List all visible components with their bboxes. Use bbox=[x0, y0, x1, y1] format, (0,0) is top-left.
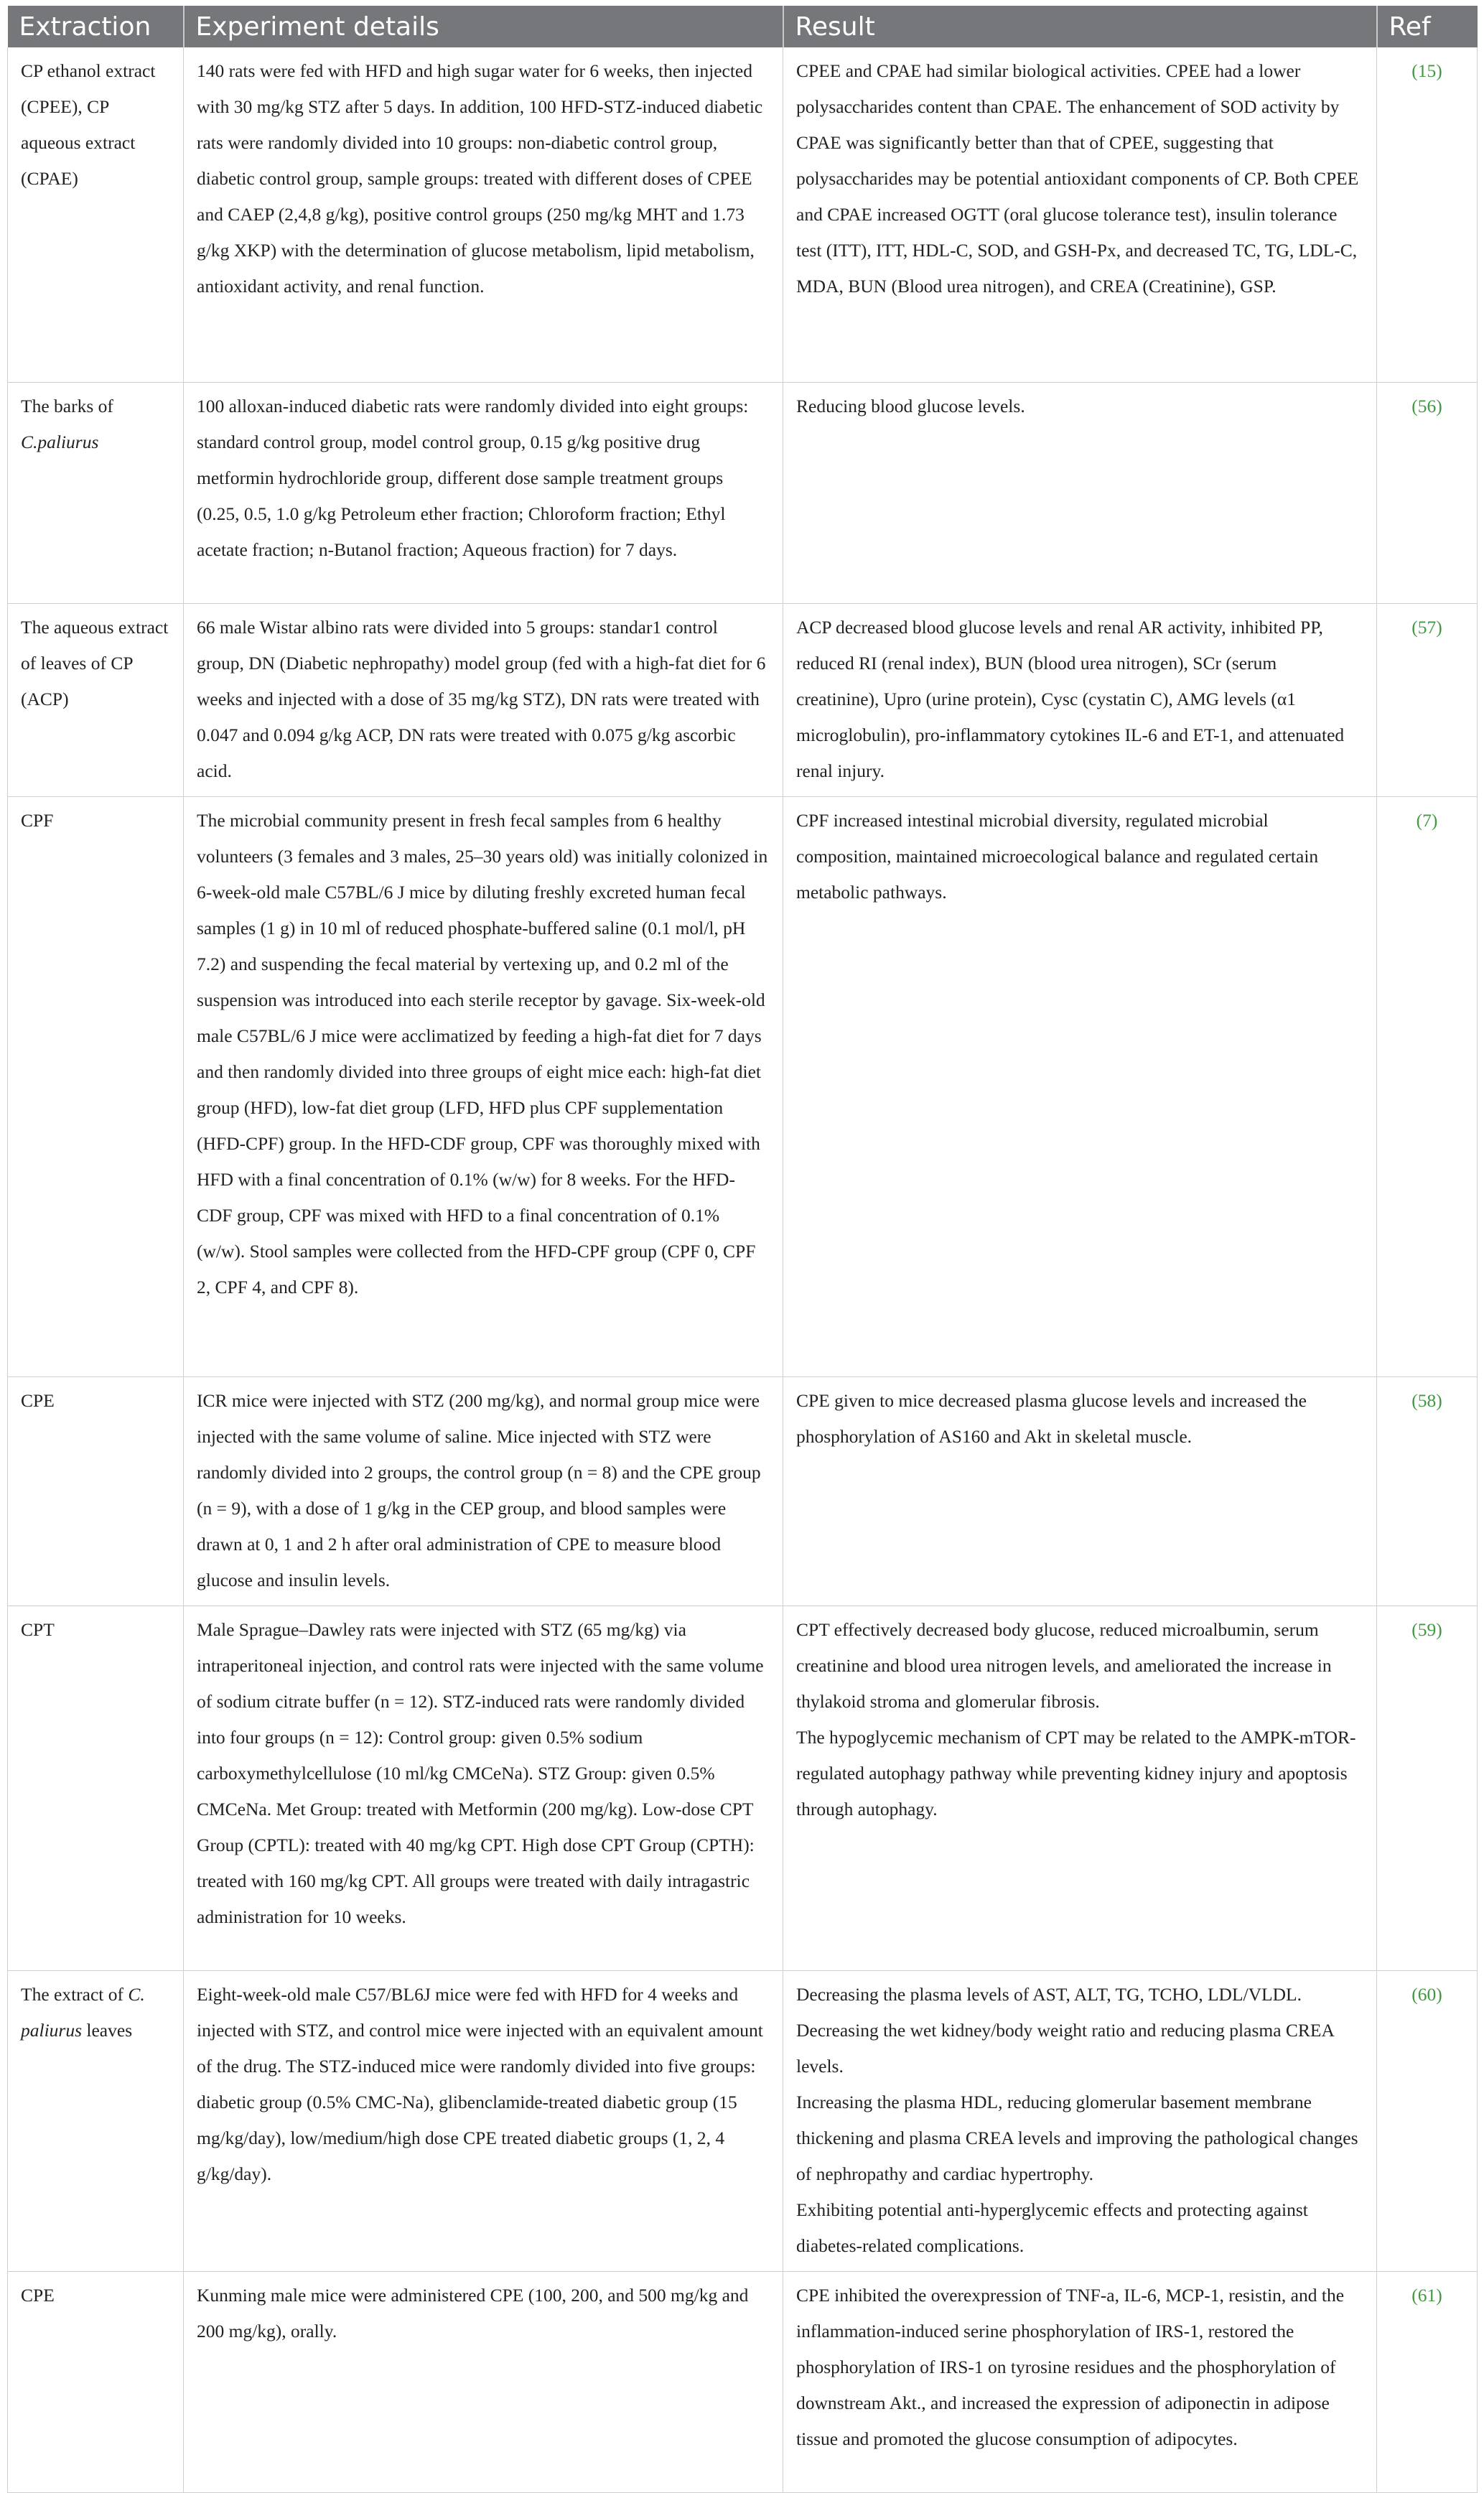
header-ref: Ref bbox=[1377, 6, 1478, 47]
table-row bbox=[8, 2271, 1478, 2492]
cell-result: CPF increased intestinal microbial diversity, regulated microbial composition, maintained microecological balance and regulated certain metabolic pathways. bbox=[783, 796, 1377, 1376]
cell-ref-link[interactable]: (56) bbox=[1377, 382, 1478, 603]
cell-experiment: Male Sprague–Dawley rats were injected with STZ (65 mg/kg) via intraperitoneal injection, and control rats were injected with the same volume of sodium citrate buffer (n = 12). STZ-induced rats were randomly divided into four groups (n = 12): Control group: given 0.5% sodium carboxymethylcellulose (10 ml/kg CMCeNa). STZ Group: given 0.5% CMCeNa. Met Group: treated with Metformin (200 mg/kg). Low-dose CPT Group (CPTL): treated with 40 mg/kg CPT. High dose CPT Group (CPTH): treated with 160 mg/kg CPT. All groups were treated with daily intragastric administration for 10 weeks. bbox=[184, 1606, 783, 1970]
extraction-suffix: leaves bbox=[82, 2019, 133, 2041]
cell-extraction: CPF bbox=[8, 796, 184, 1376]
cell-extraction bbox=[8, 1970, 184, 2271]
cell-extraction: CP ethanol extract (CPEE), CP aqueous extract (CPAE) bbox=[8, 47, 184, 382]
cell-extraction: The aqueous extract of leaves of CP (ACP) bbox=[8, 603, 184, 796]
table-row bbox=[8, 382, 1478, 603]
cell-ref-link[interactable]: (61) bbox=[1377, 2271, 1478, 2492]
extraction-prefix: The extract of bbox=[21, 1983, 129, 2005]
cell-result: CPE inhibited the overexpression of TNF-a, IL-6, MCP-1, resistin, and the inflammation-induced serine phosphorylation of IRS-1, restored the phosphorylation of IRS-1 on tyrosine residues and the phosphorylation of downstream Akt., and increased the expression of adiponectin in adipose tissue and promoted the glucose consumption of adipocytes. bbox=[783, 2271, 1377, 2492]
table-row bbox=[8, 1970, 1478, 2271]
cell-ref-link[interactable]: (15) bbox=[1377, 47, 1478, 382]
cell-ref-link[interactable]: (57) bbox=[1377, 603, 1478, 796]
cell-result: CPE given to mice decreased plasma glucose levels and increased the phosphorylation of AS160 and Akt in skeletal muscle. bbox=[783, 1376, 1377, 1606]
species-name-italic: C. paliurus bbox=[21, 1983, 145, 2041]
cell-result: CPEE and CPAE had similar biological activities. CPEE had a lower polysaccharides content than CPAE. The enhancement of SOD activity by CPAE was significantly better than that of CPEE, suggesting that polysaccharides may be potential antioxidant components of CP. Both CPEE and CPAE increased OGTT (oral glucose tolerance test), insulin tolerance test (ITT), ITT, HDL-C, SOD, and GSH-Px, and decreased TC, TG, LDL-C, MDA, BUN (Blood urea nitrogen), and CREA (Creatinine), GSP. bbox=[783, 47, 1377, 382]
result-paragraph: CPT effectively decreased body glucose, reduced microalbumin, serum creatinine and blood urea nitrogen levels, and ameliorated the increase in thylakoid stroma and glomerular fibrosis. The hypoglycemic mechanism of CPT may be related to the AMPK-mTOR-regulated autophagy pathway while preventing kidney injury and apoptosis through autophagy. bbox=[796, 1618, 1356, 1819]
cell-experiment: 100 alloxan-induced diabetic rats were randomly divided into eight groups: standard control group, model control group, 0.15 g/kg positive drug metformin hydrochloride group, different dose sample treatment groups (0.25, 0.5, 1.0 g/kg Petroleum ether fraction; Chloroform fraction; Ethyl acetate fraction; n-Butanol fraction; Aqueous fraction) for 7 days. bbox=[184, 382, 783, 603]
data-table-container bbox=[7, 6, 1477, 2493]
result-paragraph: Decreasing the plasma levels of AST, ALT, TG, TCHO, LDL/VLDL. Decreasing the wet kidney/body weight ratio and reducing plasma CREA levels. Increasing the plasma HDL, reducing glomerular basement membrane thickening and plasma CREA levels and improving the pathological changes of nephropathy and cardiac hypertrophy. Exhibiting potential anti-hyperglycemic effects and protecting against diabetes-related complications. bbox=[796, 1983, 1358, 2256]
data-table bbox=[7, 6, 1478, 2493]
cell-result: Reducing blood glucose levels. bbox=[783, 382, 1377, 603]
cell-experiment: 140 rats were fed with HFD and high sugar water for 6 weeks, then injected with 30 mg/kg STZ after 5 days. In addition, 100 HFD-STZ-induced diabetic rats were randomly divided into 10 groups: non-diabetic control group, diabetic control group, sample groups: treated with different doses of CPEE and CAEP (2,4,8 g/kg), positive control groups (250 mg/kg MHT and 1.73 g/kg XKP) with the determination of glucose metabolism, lipid metabolism, antioxidant activity, and renal function. bbox=[184, 47, 783, 382]
table-row bbox=[8, 47, 1478, 382]
cell-extraction: CPE bbox=[8, 1376, 184, 1606]
cell-ref-link[interactable]: (58) bbox=[1377, 1376, 1478, 1606]
cell-ref-link[interactable]: (59) bbox=[1377, 1606, 1478, 1970]
extraction-prefix: The barks of bbox=[21, 395, 113, 416]
cell-experiment: Eight-week-old male C57/BL6J mice were fed with HFD for 4 weeks and injected with STZ, and control mice were injected with an equivalent amount of the drug. The STZ-induced mice were randomly divided into five groups: diabetic group (0.5% CMC-Na), glibenclamide-treated diabetic group (15 mg/kg/day), low/medium/high dose CPE treated diabetic groups (1, 2, 4 g/kg/day). bbox=[184, 1970, 783, 2271]
table-row bbox=[8, 796, 1478, 1376]
header-extraction: Extraction bbox=[8, 6, 184, 47]
table-row bbox=[8, 1376, 1478, 1606]
species-name-italic: C.paliurus bbox=[21, 431, 99, 452]
cell-result bbox=[783, 1606, 1377, 1970]
cell-result: ACP decreased blood glucose levels and renal AR activity, inhibited PP, reduced RI (renal index), BUN (blood urea nitrogen), SCr (serum creatinine), Upro (urine protein), Cysc (cystatin C), AMG levels (α1 microglobulin), pro-inflammatory cytokines IL-6 and ET-1, and attenuated renal injury. bbox=[783, 603, 1377, 796]
header-experiment-details: Experiment details bbox=[184, 6, 783, 47]
cell-experiment: Kunming male mice were administered CPE (100, 200, and 500 mg/kg and 200 mg/kg), orally. bbox=[184, 2271, 783, 2492]
cell-extraction: CPE bbox=[8, 2271, 184, 2492]
cell-result bbox=[783, 1970, 1377, 2271]
cell-ref-link[interactable]: (7) bbox=[1377, 796, 1478, 1376]
cell-experiment: 66 male Wistar albino rats were divided into 5 groups: standar1 control group, DN (Diabetic nephropathy) model group (fed with a high-fat diet for 6 weeks and injected with a dose of 35 mg/kg STZ), DN rats were treated with 0.047 and 0.094 g/kg ACP, DN rats were treated with 0.075 g/kg ascorbic acid. bbox=[184, 603, 783, 796]
cell-extraction bbox=[8, 382, 184, 603]
table-header-row bbox=[8, 6, 1478, 47]
cell-experiment: The microbial community present in fresh fecal samples from 6 healthy volunteers (3 females and 3 males, 25–30 years old) was initially colonized in 6-week-old male C57BL/6 J mice by diluting freshly excreted human fecal samples (1 g) in 10 ml of reduced phosphate-buffered saline (0.1 mol/l, pH 7.2) and suspending the fecal material by vertexing up, and 0.2 ml of the suspension was introduced into each sterile receptor by gavage. Six-week-old male C57BL/6 J mice were acclimatized by feeding a high-fat diet for 7 days and then randomly divided into three groups of eight mice each: high-fat diet group (HFD), low-fat diet group (LFD, HFD plus CPF supplementation (HFD-CPF) group. In the HFD-CDF group, CPF was thoroughly mixed with HFD with a final concentration of 0.1% (w/w) for 8 weeks. For the HFD-CDF group, CPF was mixed with HFD to a final concentration of 0.1% (w/w). Stool samples were collected from the HFD-CPF group (CPF 0, CPF 2, CPF 4, and CPF 8). bbox=[184, 796, 783, 1376]
header-result: Result bbox=[783, 6, 1377, 47]
table-row bbox=[8, 603, 1478, 796]
cell-experiment: ICR mice were injected with STZ (200 mg/kg), and normal group mice were injected with the same volume of saline. Mice injected with STZ were randomly divided into 2 groups, the control group (n = 8) and the CPE group (n = 9), with a dose of 1 g/kg in the CEP group, and blood samples were drawn at 0, 1 and 2 h after oral administration of CPE to measure blood glucose and insulin levels. bbox=[184, 1376, 783, 1606]
cell-extraction: CPT bbox=[8, 1606, 184, 1970]
table-row bbox=[8, 1606, 1478, 1970]
cell-ref-link[interactable]: (60) bbox=[1377, 1970, 1478, 2271]
